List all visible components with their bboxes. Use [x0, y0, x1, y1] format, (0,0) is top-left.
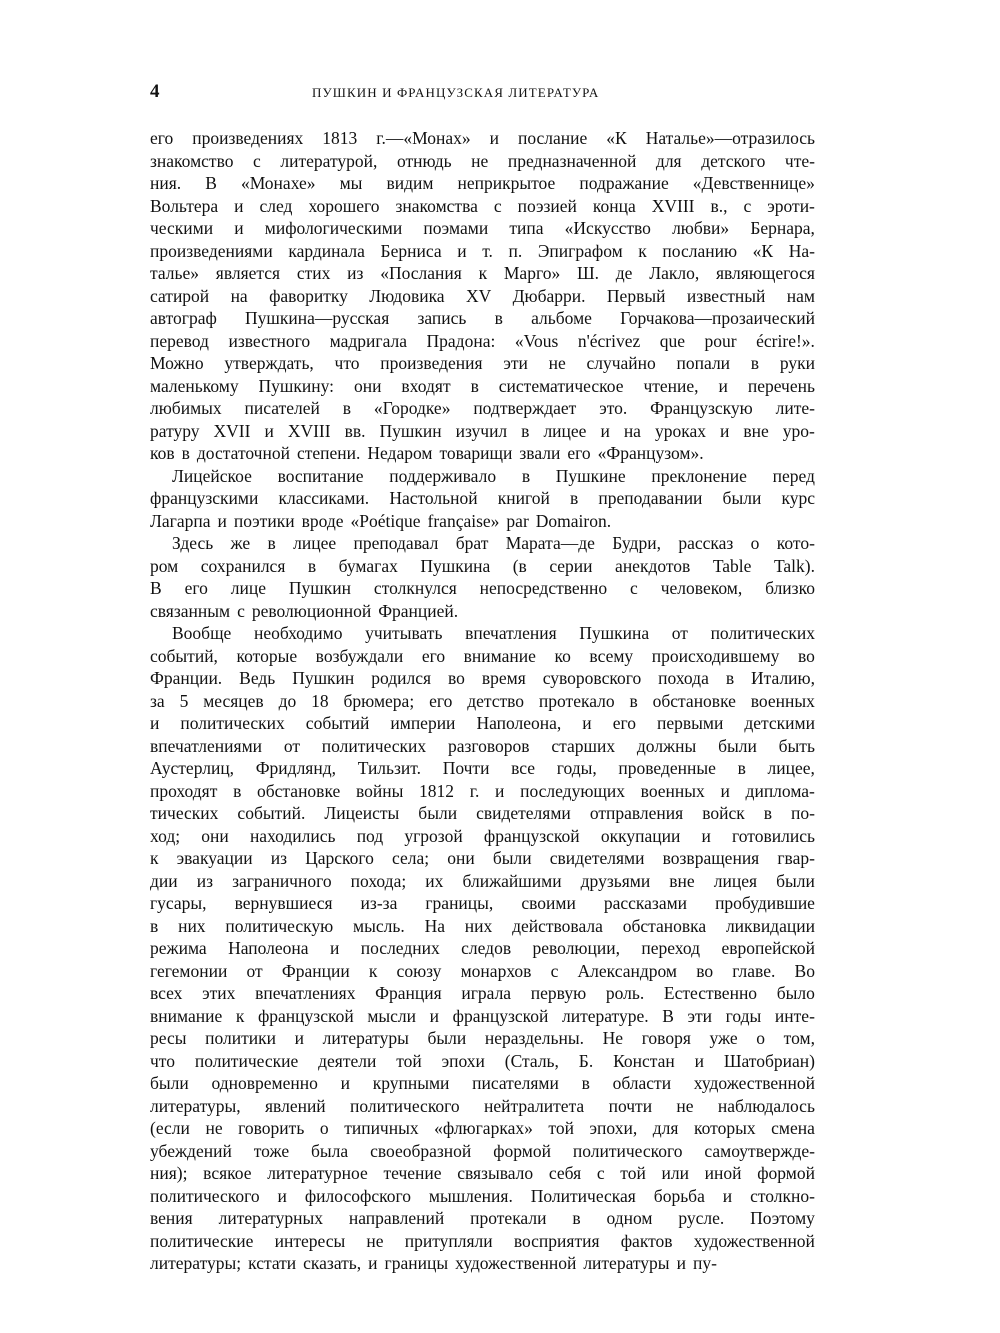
- text-line: литературы, явлений политического нейтралитета почти не наблюдалось: [150, 1095, 815, 1116]
- text-line: сатирой на фаворитку Людовика XV Дюбарри. Первый известный нам: [150, 285, 815, 306]
- text-line: к эвакуации из Царского села; они были свидетелями возвращения гвар-: [150, 848, 815, 868]
- text-line: ческими и мифологическими поэмами типа «Искусство любви» Бернара,: [150, 218, 815, 238]
- text-line: были одновременно и крупными писателями в области художественной: [150, 1073, 815, 1093]
- text-line: ния); всякое литературное течение связывало себя с той или иной формой: [150, 1163, 815, 1183]
- text-line: маленькому Пушкину: они входят в систематическое чтение, и перечень: [150, 375, 815, 396]
- body-text: [150, 127, 815, 1275]
- text-line: талье» является стих из «Послания к Марго» Ш. де Лакло, являющегося: [150, 263, 815, 283]
- text-line: любимых писателей в «Городке» подтверждает это. Французскую лите-: [150, 398, 815, 418]
- text-line: впечатлениями от политических разговоров старших должны были быть: [150, 735, 815, 756]
- text-line: Можно утверждать, что произведения эти не случайно попали в руки: [150, 353, 815, 373]
- text-line: вения литературных направлений протекали в одном русле. Поэтому: [150, 1208, 815, 1228]
- text-line: Здесь же в лицее преподавал брат Марата—де Будри, рассказ о кото-: [172, 533, 815, 553]
- text-line: ресы политики и литературы были нераздельны. Не говоря уже о том,: [150, 1028, 815, 1048]
- text-line: автограф Пушкина—русская запись в альбоме Горчакова—прозаический: [150, 308, 815, 328]
- text-line: всех этих впечатлениях Франция играла первую роль. Естественно было: [150, 983, 815, 1003]
- text-line: Аустерлиц, Фридлянд, Тильзит. Почти все годы, проведенные в лицее,: [150, 758, 815, 778]
- text-line: ния. В «Монахе» мы видим неприкрытое подражание «Девственнице»: [150, 173, 815, 193]
- paragraph: [150, 622, 815, 1275]
- text-line: ход; они находились под угрозой французской оккупации и готовились: [150, 825, 815, 846]
- text-line: политические интересы не притупляли восприятия фактов художественной: [150, 1230, 815, 1251]
- text-line: перевод известного мадригала Прадона: «Vous n'écrivez que pour écrire!».: [150, 330, 815, 351]
- text-line: проходят в обстановке войны 1812 г. и последующих военных и диплома-: [150, 780, 815, 801]
- text-line: гегемонии от Франции к союзу монархов с Александром во главе. Во: [150, 960, 815, 981]
- text-line: литературы; кстати сказать, и границы художественной литературы и пу-: [150, 1253, 717, 1273]
- text-line: гусары, вернувшиеся из-за границы, своими рассказами пробудившие: [150, 893, 815, 913]
- text-line: произведениями кардинала Берниса и т. п. Эпиграфом к посланию «К На-: [150, 240, 815, 261]
- text-line: внимание к французской мысли и французской литературе. В эти годы инте-: [150, 1005, 815, 1026]
- text-line: за 5 месяцев до 18 брюмера; его детство протекало в обстановке военных: [150, 690, 815, 711]
- text-line: политического и философского мышления. Политическая борьба и столкно-: [150, 1185, 815, 1206]
- paragraph: [150, 532, 815, 622]
- running-title: ПУШКИН И ФРАНЦУЗСКАЯ ЛИТЕРАТУРА: [312, 85, 600, 100]
- text-line: Франции. Ведь Пушкин родился во время суворовского похода в Италию,: [150, 668, 815, 688]
- page-number: 4: [150, 81, 160, 102]
- text-line: французскими классиками. Настольной книгой в преподавании были курс: [150, 488, 815, 508]
- text-line: связанным с революционной Францией.: [150, 600, 459, 621]
- text-line: Лицейское воспитание поддерживало в Пушкине преклонение перед: [172, 465, 815, 486]
- text-line: Вольтера и след хорошего знакомства с поэзией конца XVIII в., с эроти-: [150, 195, 815, 216]
- text-line: что политические деятели той эпохи (Сталь, Б. Констан и Шатобриан): [150, 1050, 815, 1071]
- text-line: (если не говорить о типичных «флюгарках» той эпохи, для которых смена: [150, 1118, 815, 1138]
- text-line: ратуру XVII и XVIII вв. Пушкин изучил в лицее и на уроках и вне уро-: [150, 420, 815, 441]
- text-line: режима Наполеона и последних следов революции, переход европейской: [150, 938, 815, 958]
- text-line: в них политическую мысль. На них действовала обстановка ликвидации: [150, 915, 815, 936]
- text-line: Вообще необходимо учитывать впечатления Пушкина от политических: [172, 623, 815, 643]
- paragraph: [150, 127, 815, 465]
- text-line: и политических событий империи Наполеона, и его первыми детскими: [150, 713, 815, 733]
- text-line: знакомство с литературой, отнюдь не предназначенной для детского чте-: [150, 150, 815, 171]
- text-line: Лагарпа и поэтики вроде «Poétique française» par Domairon.: [150, 510, 612, 531]
- text-line: тических событий. Лицеисты были свидетелями отправления войск в по-: [150, 803, 815, 823]
- text-line: ром сохранился в бумагах Пушкина (в серии анекдотов Table Talk).: [150, 555, 815, 576]
- text-line: ков в достаточной степени. Недаром товарищи звали его «Французом».: [150, 443, 704, 463]
- text-line: его произведениях 1813 г.—«Монах» и послание «К Наталье»—отразилось: [150, 128, 815, 148]
- text-line: В его лице Пушкин столкнулся непосредственно с человеком, близко: [150, 578, 815, 598]
- text-line: дии из заграничного похода; их ближайшими друзьями вне лицея были: [150, 870, 815, 891]
- text-line: убеждений тоже была своеобразной формой политического самоутвержде-: [150, 1140, 815, 1161]
- paragraph: [150, 465, 815, 533]
- text-line: событий, которые возбуждали его внимание ко всему происходившему во: [150, 645, 815, 666]
